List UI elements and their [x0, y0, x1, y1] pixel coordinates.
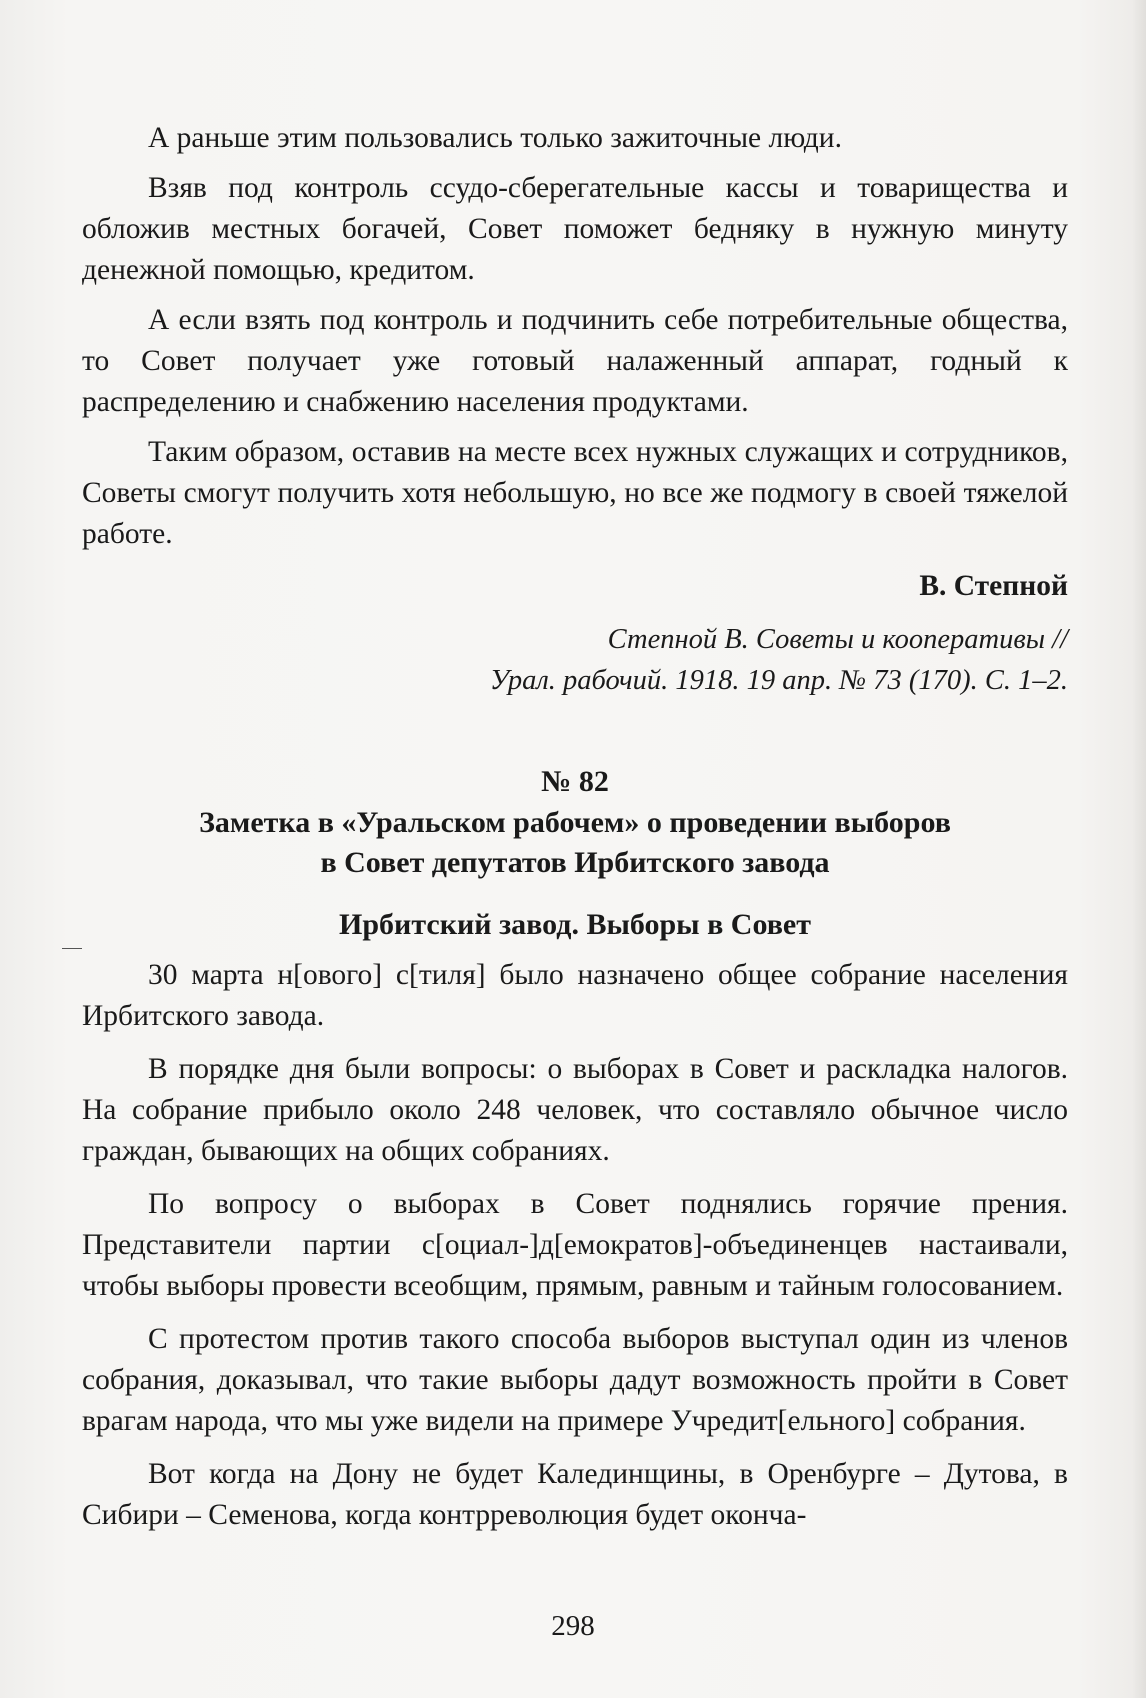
paragraph: А раньше этим пользовались только зажиточные люди.	[148, 122, 842, 154]
page-number: 298	[551, 1610, 595, 1642]
document-title-line-1: Заметка в «Уральском рабочем» о проведении выборов	[199, 806, 951, 839]
paragraph: А если взять под контроль и подчинить себе потребительные общества, то Совет получает уже готовый налаженный аппарат, годный к распределению и снабжению населения продуктами.	[82, 304, 1068, 418]
paragraph: В порядке дня были вопросы: о выборах в Совет и раскладка налогов. На собрание прибыло около 248 человек, что составляло обычное число граждан, бывающих на общих собраниях.	[82, 1053, 1068, 1167]
paragraph: С протестом против такого способа выборов выступал один из членов собрания, доказывал, что такие выборы дадут возможность пройти в Совет врагам народа, что мы уже видели на примере Учредит[ельного] собрания.	[82, 1323, 1068, 1437]
paragraph: 30 марта н[ового] с[тиля] было назначено общее собрание населения Ирбитского завода.	[82, 959, 1068, 1032]
text-column	[82, 118, 1068, 1536]
paragraph: По вопросу о выборах в Совет поднялись горячие прения. Представители партии с[оциал-]д[емократов]-объединенцев настаивали, чтобы выборы провести всеобщим, прямым, равным и тайным голосованием.	[82, 1188, 1068, 1302]
source-citation-line-1: Степной В. Советы и кооперативы //	[607, 624, 1068, 655]
paragraph: Таким образом, оставив на месте всех нужных служащих и сотрудников, Советы смогут получить хотя небольшую, но все же подмогу в своей тяжелой работе.	[82, 436, 1068, 550]
author-signature: В. Степной	[919, 570, 1068, 602]
previous-article-ending	[82, 118, 1068, 701]
margin-mark	[62, 948, 82, 949]
document-title-line-2: в Совет депутатов Ирбитского завода	[320, 846, 830, 879]
article-heading: Ирбитский завод. Выборы в Совет	[339, 908, 811, 941]
document-number: № 82	[541, 765, 609, 798]
page-edge-shadow	[1132, 0, 1146, 1698]
paragraph: Взяв под контроль ссудо-сберегательные кассы и товарищества и обложив местных богачей, Совет поможет бедняку в нужную минуту денежной помощью, кредитом.	[82, 172, 1068, 286]
source-citation-line-2: Урал. рабочий. 1918. 19 апр. № 73 (170). С. 1–2.	[489, 665, 1068, 696]
article-body	[82, 955, 1068, 1536]
paragraph: Вот когда на Дону не будет Калединщины, в Оренбурге – Дутова, в Сибири – Семенова, когда контрреволюция будет оконча-	[82, 1458, 1068, 1531]
